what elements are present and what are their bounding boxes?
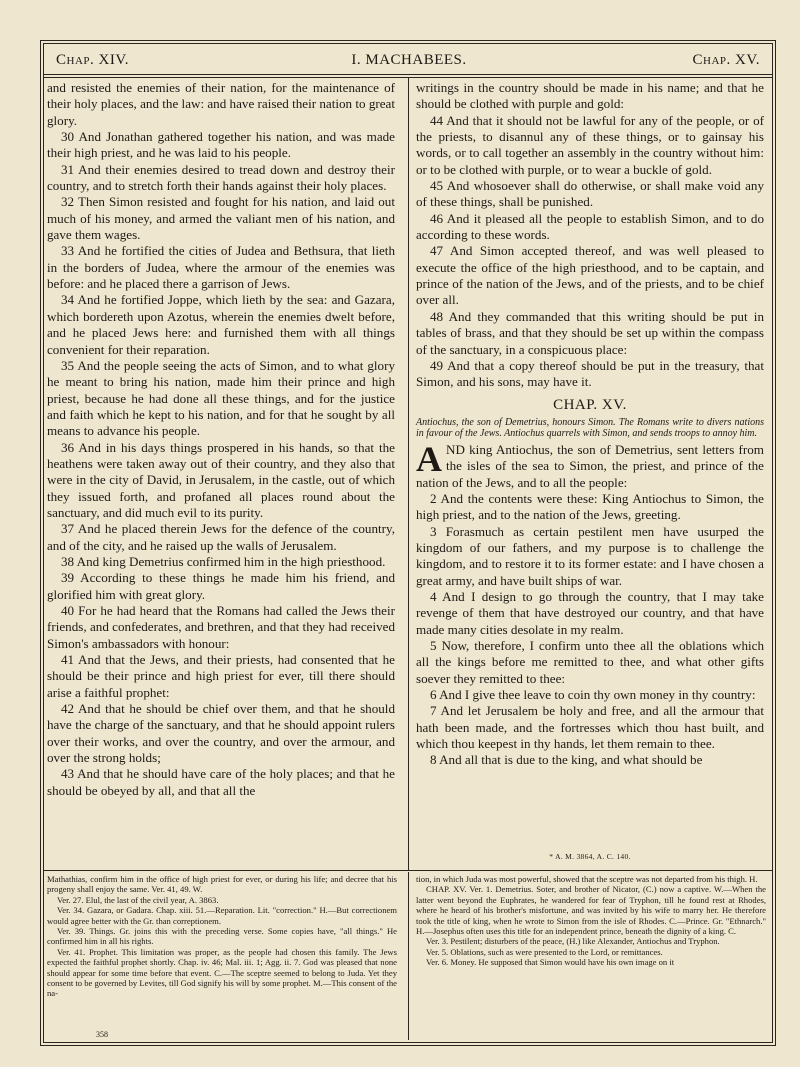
footnote: Ver. 39. Things. Gr. joins this with the preceding verse. Some copies have, "all things." He confirmed him in all his rights. <box>47 926 397 947</box>
verse: 33 And he fortified the cities of Judea and Bethsura, that lieth in the borders of Judea, where the armour of the enemies was before: and he placed there a garrison of Jews. <box>47 243 395 292</box>
verse: 3 Forasmuch as certain pestilent men have usurped the kingdom of our fathers, and my purpose is to challenge the kingdom, and to restore it to its former estate: and I have chosen a great army, and have built ships of war. <box>416 523 764 588</box>
header-book-title: I. MACHABEES. <box>351 52 467 68</box>
footnotes-left <box>47 874 397 999</box>
footnote: Ver. 27. Elul, the last of the civil year, A. 3863. <box>57 894 219 905</box>
verse: 43 And that he should have care of the holy places; and that he should be obeyed by all, and that all the <box>47 766 395 798</box>
verse: 31 And their enemies desired to tread down and destroy their country, and to stretch forth their hands against their holy places. <box>47 161 395 194</box>
verse: 42 And that he should be chief over them, and that he should have the charge of the sanctuary, and that he should appoint rulers over their works, and over the country, and over the armour, and over the strong holds; <box>47 701 395 766</box>
chapter-heading: CHAP. XV. <box>553 396 627 413</box>
verse: 30 And Jonathan gathered together his nation, and was made their high priest, and he was laid to his people. <box>47 129 395 161</box>
verse: 37 And he placed therein Jews for the defence of the country, and of the city, and he raised up the walls of Jerusalem. <box>47 521 395 553</box>
verse: 48 And they commanded that this writing should be put in tables of brass, and that they should be set up within the compass of the sanctuary, in a conspicuous place: <box>416 308 764 357</box>
verse: writings in the country should be made in his name; and that he should be clothed with purple and gold: <box>416 80 764 112</box>
footnote: Ver. 5. Oblations, such as were presented to the Lord, or remittances. <box>426 946 663 957</box>
verse: 7 And let Jerusalem be holy and free, and all the armour that hath been made, and the fortresses which thou hast built, and which thou keepest in thy hands, let them remain to thee. <box>416 703 764 752</box>
verse: 41 And that the Jews, and their priests, had consented that he should be their prince and high priest for ever, till there should arise a faithful prophet: <box>47 652 395 700</box>
verse: 32 Then Simon resisted and fought for his nation, and laid out much of his money, and armed the valiant men of his nation, and gave them wages. <box>47 194 395 243</box>
verse: 39 According to these things he made him his friend, and glorified him with great glory. <box>47 570 395 602</box>
verse: and resisted the enemies of their nation, for the maintenance of their holy places, and the law: and have raised their nation to great glory. <box>47 80 395 128</box>
verse: 36 And in his days things prospered in his hands, so that the heathens were taken away out of their country, and they also that were in the city of David, in Jerusalem, in the castle, out of which they issued forth, and profaned all places round about the sanctuary, and did much evil to its purity. <box>47 439 395 520</box>
footnote: CHAP. XV. Ver. 1. Demetrius. Soter, and brother of Nicator, (C.) now a captive. W.—When the latter went beyond the Euphrates, he wandered for fear of Tryphon, till he found rest at Rhodes, where he heard of his brother's misfortune, and was invited by his wife to marry her. He therefore took the title of king, when he wrote to Simon from the isle of Rhodes. C.—Prince. Gr. "Ethnarch." H.—Josephus often uses this title for an independent prince, beneath the dignity of a king. C. <box>416 884 766 937</box>
verse: 44 And that it should not be lawful for any of the people, or of the priests, to disannul any of these things, or to gainsay his words, or to call together an assembly in the country without him: or to be clothed with purple, or to wear a buckle of gold. <box>416 112 764 177</box>
right-text-column <box>416 80 764 769</box>
verse: 5 Now, therefore, I confirm unto thee all the oblations which all the kings before me remitted to thee, and what other gifts soever they remitted to thee: <box>416 638 764 686</box>
verse: 8 And all that is due to the king, and what should be <box>430 752 703 768</box>
verse: 45 And whosoever shall do otherwise, or shall make void any of these things, shall be punished. <box>416 178 764 210</box>
page-number: 358 <box>96 1030 108 1039</box>
verse: 49 And that a copy thereof should be put in the treasury, that Simon, and his sons, may have it. <box>416 357 764 390</box>
footnote: tion, in which Juda was most powerful, showed that the sceptre was not departed from his thigh. H. <box>416 874 758 884</box>
footnote: Ver. 3. Pestilent; disturbers of the peace, (H.) like Alexander, Antiochus and Tryphon. <box>426 936 720 947</box>
verse: 47 And Simon accepted thereof, and was well pleased to execute the office of the high priesthood, and to be captain, and prince of the nation of the Jews, and of the priests, and to be chief over all. <box>416 243 764 308</box>
chapter-summary: Antiochus, the son of Demetrius, honours Simon. The Romans write to divers nations in favour of the Jews. Antiochus quarrels with Simon, and sends troops to annoy him. <box>416 416 764 439</box>
header-rule <box>43 74 773 75</box>
footnote: Ver. 41. Prophet. This limitation was proper, as the people had chosen this family. The Jews expected the faithful prophet shortly. Chap. iv. 46; Mal. iii. 1; Agg. ii. 7. God was pleased that none should appear for some time before that event. C.—The sceptre seemed to belong to Juda. Yet they consent to be governed by Levites, till God signify his will by some prophet. M.—This consent of the na- <box>47 946 397 999</box>
drop-cap: A <box>416 438 442 479</box>
verse-first <box>416 438 764 491</box>
verse: 46 And it pleased all the people to establish Simon, and to do according to these words. <box>416 210 764 243</box>
header-chapter-right: Chap. XV. <box>692 52 760 68</box>
verse: 40 For he had heard that the Romans had called the Jews their friends, and confederates, and brethren, and that they had received Simon's ambassadors with honour: <box>47 603 395 651</box>
verse: 38 And king Demetrius confirmed him in the high priesthood. <box>61 553 386 569</box>
footnote: Mathathias, confirm him in the office of high priest for ever, or during his life; and decree that his progeny shall enjoy the same. Ver. 41, 49. W. <box>47 874 397 895</box>
verse: 2 And the contents were these: King Antiochus to Simon, the high priest, and to the nation of the Jews, greeting. <box>416 490 764 523</box>
left-text-column <box>47 80 395 799</box>
footnote: Ver. 6. Money. He supposed that Simon would have his own image on it <box>426 957 675 968</box>
footnote: Ver. 34. Gazara, or Gadara. Chap. xiii. 51.—Reparation. Lit. "correction." H.—But correctionem would agree better with the Gr. than correptionem. <box>47 905 397 926</box>
header-chapter-left: Chap. XIV. <box>56 52 129 68</box>
footnotes-right <box>416 874 766 968</box>
column-divider <box>408 78 409 870</box>
running-header <box>46 48 772 74</box>
verse: 35 And the people seeing the acts of Simon, and to what glory he meant to bring his nation, made him their prince and high priest, because he had done all these things, and for the justice and faith which he kept to his nation, and for that he sought by all means to advance his people. <box>47 357 395 439</box>
verse-first-text: ND king Antiochus, the son of Demetrius, sent letters from the isles of the sea to Simon, the priest, and prince of the nation of the Jews, and to all the people: <box>416 441 764 490</box>
verse: 6 And I give thee leave to coin thy own money in thy country: <box>430 687 756 703</box>
date-reference: * A. M. 3864, A. C. 140. <box>549 852 631 861</box>
verse: 34 And he fortified Joppe, which lieth by the sea: and Gazara, which bordereth upon Azotus, wherein the enemies dwelt before, and he placed Jews here: and furnished them with all things convenient for their reparation. <box>47 292 395 357</box>
verse: 4 And I design to go through the country, that I may take revenge of them that have destroyed our country, and that have made many cities desolate in my realm. <box>416 588 764 637</box>
notes-rule <box>43 870 773 871</box>
notes-column-divider <box>408 872 409 1040</box>
